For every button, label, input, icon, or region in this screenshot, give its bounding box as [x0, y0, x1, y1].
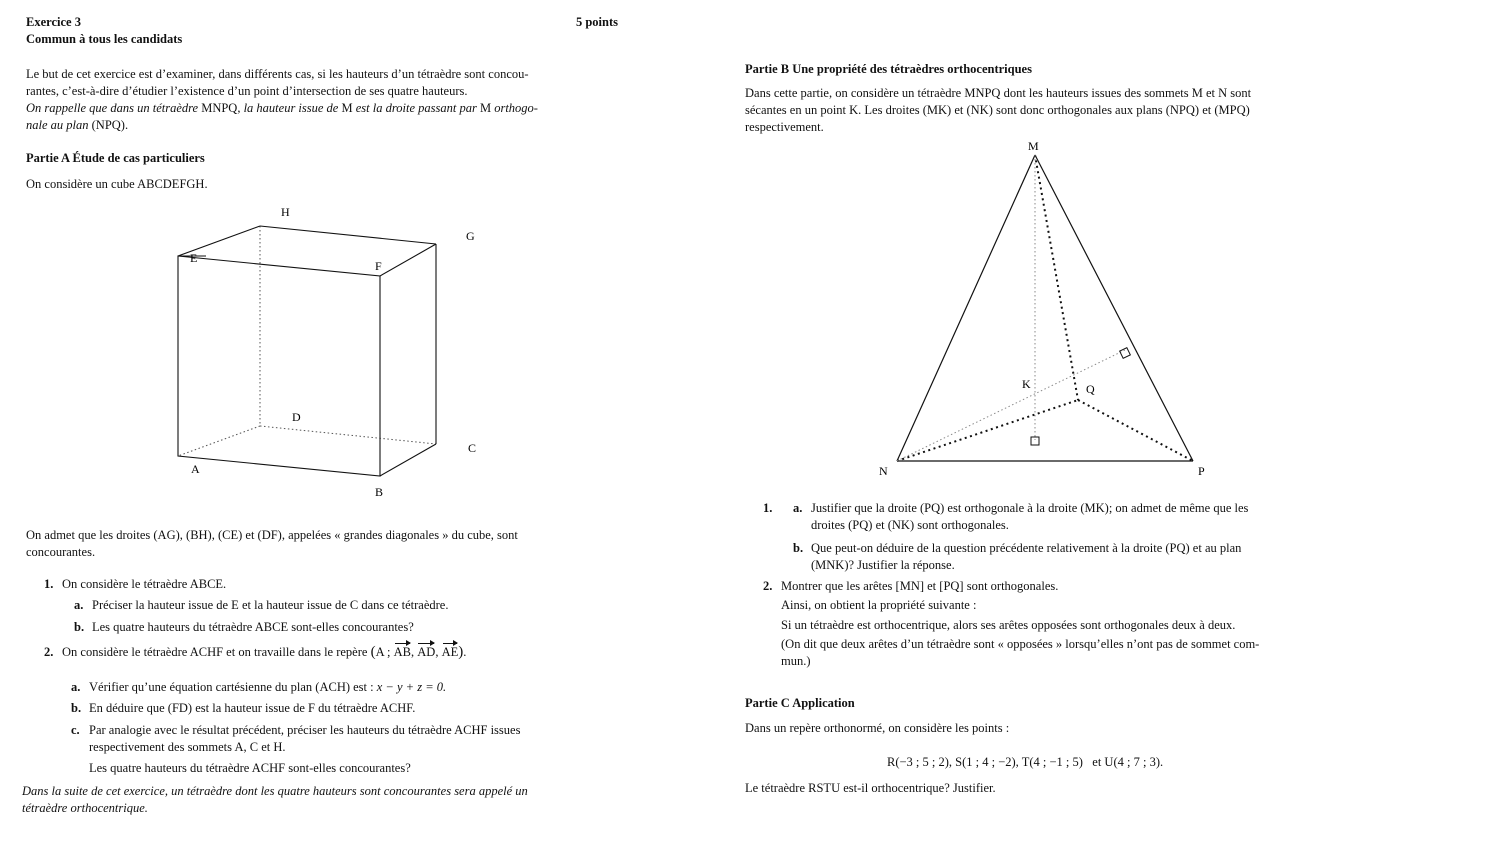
- frame-end: .: [463, 645, 467, 659]
- partC-title: Partie C Application: [745, 696, 855, 710]
- cube-label-G: G: [466, 229, 475, 243]
- question-letter: b.: [793, 541, 804, 555]
- question-letter: c.: [71, 723, 80, 737]
- partA-q1a: [74, 597, 448, 614]
- partA-q2c-line-2: respectivement des sommets A, C et H.: [89, 740, 286, 754]
- tetra-label-P: P: [1198, 464, 1205, 478]
- partB-intro-line-2: sécantes en un point K. Les droites (MK) et (NK) sont donc orthogonales aux plans (NPQ) et (MPQ): [745, 103, 1250, 117]
- partB-q1a-line-2: droites (PQ) et (NK) sont orthogonales.: [811, 518, 1009, 532]
- partA-note-line-2: tétraèdre orthocentrique.: [22, 801, 148, 815]
- intro-reminder-line-1: [26, 100, 538, 117]
- partA-q2: [44, 644, 466, 661]
- frame-sep: ,: [435, 645, 439, 659]
- frame-sep: ,: [411, 645, 415, 659]
- frame-vector-AD: AD: [417, 645, 436, 659]
- frame-origin: A: [375, 645, 384, 659]
- question-text: Préciser la hauteur issue de E et la hauteur issue de C dans ce tétraèdre.: [92, 598, 449, 612]
- intro-reminder-line-2: [26, 117, 128, 134]
- question-text: Vérifier qu’une équation cartésienne du plan (ACH) est :: [89, 680, 374, 694]
- partA-title: Partie A Étude de cas particuliers: [26, 151, 205, 165]
- tetra-altitudes: [897, 155, 1127, 461]
- partB-property: Si un tétraèdre est orthocentrique, alors ses arêtes opposées sont orthogonales deux à deux.: [781, 618, 1236, 632]
- partB-q1-number: 1.: [763, 501, 773, 515]
- question-number: 1.: [44, 577, 54, 591]
- partA-note-line-1: Dans la suite de cet exercice, un tétraèdre dont les quatre hauteurs sont concourantes sera appelé un: [22, 784, 528, 798]
- cube-label-E: E: [190, 251, 198, 265]
- question-letter: a.: [71, 680, 81, 694]
- partB-title: Partie B Une propriété des tétraèdres orthocentriques: [745, 62, 1032, 76]
- frame-open-paren: (: [370, 644, 376, 660]
- frame-vector-AE: AE: [441, 645, 459, 659]
- tetra-hidden-edges: [897, 155, 1193, 461]
- partC-question: Le tétraèdre RSTU est-il orthocentrique? Justifier.: [745, 781, 996, 795]
- partC-intro: Dans un repère orthonormé, on considère les points :: [745, 721, 1010, 735]
- exercise-points: 5 points: [575, 15, 618, 29]
- right-angle-marker: [1031, 437, 1039, 445]
- partB-q2: [763, 578, 1058, 595]
- question-letter: b.: [74, 620, 85, 634]
- question-number: 2.: [763, 579, 773, 593]
- partA-q1: [44, 576, 226, 593]
- exercise-audience: Commun à tous les candidats: [26, 32, 183, 46]
- partC-points: R(−3 ; 5 ; 2), S(1 ; 4 ; −2), T(4 ; −1 ; 5) et U(4 ; 7 ; 3).: [887, 755, 1164, 769]
- cube-label-D: D: [292, 410, 301, 424]
- reminder-part: est la droite passant par: [352, 101, 480, 115]
- intro-line-2: rantes, c’est-à-dire d’étudier l’existence d’un point d’intersection de ses quatre hauteurs.: [26, 84, 468, 98]
- question-text: On considère le tétraèdre ABCE.: [62, 577, 227, 591]
- partB-q2-line-5: mun.): [781, 654, 811, 668]
- cube-label-H: H: [281, 205, 290, 219]
- partB-intro-line-3: respectivement.: [745, 120, 824, 134]
- tetra-label-N: N: [879, 464, 888, 478]
- reminder-vertex: M: [479, 101, 492, 115]
- tetra-label-K: K: [1022, 377, 1031, 391]
- frame-vector-AB: AB: [393, 645, 412, 659]
- question-letter: a.: [793, 501, 803, 515]
- question-text: Les quatre hauteurs du tétraèdre ABCE sont-elles concourantes?: [92, 620, 414, 634]
- question-text: Par analogie avec le résultat précédent, préciser les hauteurs du tétraèdre ACHF issues: [89, 723, 521, 737]
- cube-label-C: C: [468, 441, 477, 455]
- question-text: Montrer que les arêtes [MN] et [PQ] sont orthogonales.: [781, 579, 1059, 593]
- partA-q2b: [71, 700, 415, 717]
- question-letter: a.: [74, 598, 84, 612]
- partA-admit-line-2: concourantes.: [26, 545, 96, 559]
- question-text: Que peut-on déduire de la question précédente relativement à la droite (PQ) et au plan: [811, 541, 1242, 555]
- partA-q2c-line-3: Les quatre hauteurs du tétraèdre ACHF sont-elles concourantes?: [89, 761, 411, 775]
- reminder-part: orthogo-: [491, 101, 538, 115]
- reminder-part: , la hauteur issue de: [237, 101, 342, 115]
- plane-equation: x − y + z = 0.: [376, 680, 447, 694]
- question-text: Justifier que la droite (PQ) est orthogonale à la droite (MK); on admet de même que les: [811, 501, 1249, 515]
- reminder-vertex: M: [341, 101, 353, 115]
- question-number: 2.: [44, 645, 54, 659]
- partB-q2-line-2: Ainsi, on obtient la propriété suivante :: [781, 598, 977, 612]
- right-angle-marker: [1120, 348, 1131, 359]
- partA-q1b: [74, 619, 414, 636]
- partB-q1b-line-2: (MNK)? Justifier la réponse.: [811, 558, 955, 572]
- reminder-tetra-name: MNPQ: [201, 101, 238, 115]
- question-letter: b.: [71, 701, 82, 715]
- question-text: En déduire que (FD) est la hauteur issue de F du tétraèdre ACHF.: [89, 701, 416, 715]
- cube-figure: [156, 200, 496, 505]
- partB-intro-line-1: Dans cette partie, on considère un tétraèdre MNPQ dont les hauteurs issues des sommets M et N sont: [745, 86, 1252, 100]
- reminder-part: On rappelle que dans un tétraèdre: [26, 101, 202, 115]
- partA-q2a: [71, 679, 446, 696]
- partA-q2c: [71, 722, 520, 739]
- question-text: On considère le tétraèdre ACHF et on travaille dans le repère: [62, 645, 368, 659]
- partA-cube-intro: On considère un cube ABCDEFGH.: [26, 177, 208, 191]
- frame-sep: ;: [387, 645, 391, 659]
- cube-visible-edges: [178, 226, 436, 476]
- tetra-label-Q: Q: [1086, 382, 1095, 396]
- tetra-label-M: M: [1028, 139, 1039, 153]
- tetrahedron-figure: [865, 135, 1225, 485]
- cube-label-B: B: [375, 485, 384, 499]
- reminder-plane: (NPQ).: [91, 118, 129, 132]
- partB-q1b: [793, 540, 1241, 557]
- partA-admit-line-1: On admet que les droites (AG), (BH), (CE) et (DF), appelées « grandes diagonales » du cube, sont: [26, 528, 518, 542]
- partB-q2-line-4: (On dit que deux arêtes d’un tétraèdre sont « opposées » lorsqu’elles n’ont pas de sommet com-: [781, 637, 1260, 651]
- partB-q1a: [793, 500, 1248, 517]
- frame-close-paren: ): [458, 644, 464, 660]
- cube-label-A: A: [191, 462, 200, 476]
- intro-line-1: Le but de cet exercice est d’examiner, dans différents cas, si les hauteurs d’un tétraèdre sont concou-: [26, 67, 529, 81]
- cube-label-F: F: [375, 259, 382, 273]
- tetra-visible-edges: [897, 155, 1193, 461]
- reminder-part: nale au plan: [26, 118, 92, 132]
- exercise-title: Exercice 3: [26, 15, 81, 29]
- cube-hidden-edges: [178, 226, 436, 456]
